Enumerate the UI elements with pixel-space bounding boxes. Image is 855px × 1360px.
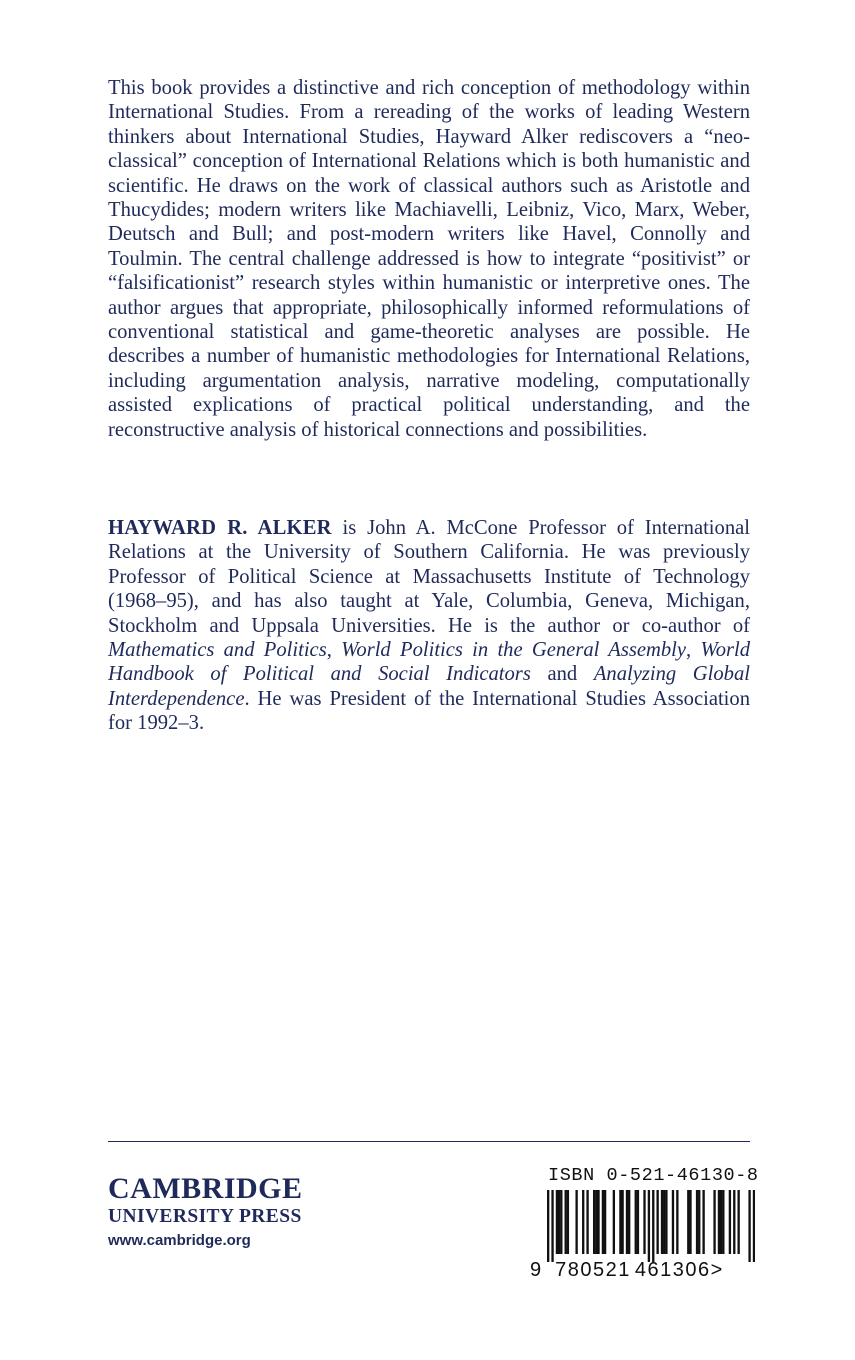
barcode-bar	[652, 1190, 654, 1262]
publisher-url: www.cambridge.org	[108, 1232, 251, 1249]
barcode-bar	[718, 1190, 720, 1254]
barcode-bar	[613, 1190, 615, 1254]
publisher-subtitle: UNIVERSITY PRESS	[108, 1206, 302, 1227]
barcode-bar	[593, 1190, 595, 1254]
book-title-world-handbook: World Handbook of Political and Social Indicators	[108, 639, 751, 686]
barcode-bar	[635, 1190, 637, 1254]
barcode-bar	[676, 1190, 678, 1254]
barcode-bar	[595, 1190, 597, 1254]
publisher-name: CAMBRIDGE	[108, 1172, 303, 1205]
barcode-left-digits: 780521	[555, 1259, 631, 1281]
barcode-bar	[737, 1190, 739, 1254]
barcode-bar	[575, 1190, 577, 1254]
barcode-bar	[602, 1190, 604, 1254]
barcode-bar	[619, 1190, 621, 1254]
bio-intro-text: is John A. McCone Professor of International Relations at the University of Southern California. He was previously Professor of Political Science at Massachusetts Institute of Technology (1968–95), and has also taught at Yale, Columbia, Geneva, Michigan, Stockholm and Uppsala Universities. He is the author or co-author of	[108, 517, 750, 637]
barcode-bar	[626, 1190, 628, 1254]
barcode-bar	[663, 1190, 665, 1254]
barcode-bar	[567, 1190, 569, 1254]
barcode-bar	[551, 1190, 553, 1262]
barcode-bar	[558, 1190, 560, 1254]
book-description-text: This book provides a distinctive and rich conception of methodology within International Studies. From a rereading of the works of leading Western thinkers about International Studies, Hayward Alker rediscovers a “neo-classical” conception of International Relations which is both humanistic and scientific. He draws on the work of classical authors such as Aristotle and Thucydides; modern writers like Machiavelli, Leibniz, Vico, Marx, Weber, Deutsch and Bull; and post-modern writers like Havel, Connolly and Toulmin. The central challenge addressed is how to integrate “positivist” or “falsificationist” research styles within humanistic or interpretive ones. The author argues that appropriate, philosophically informed reformulations of conventional statistical and game-theoretic analyses are possible. He describes a number of humanistic methodologies for International Relations, including argumentation analysis, narrative modeling, computationally assisted explications of practical political understanding, and the reconstructive analysis of historical connections and possibilities.	[108, 77, 750, 441]
author-name: HAYWARD R. ALKER	[108, 517, 332, 539]
barcode-bar	[689, 1190, 691, 1254]
barcode-bar	[729, 1190, 731, 1254]
isbn-label: ISBN 0-521-46130-8	[548, 1165, 759, 1186]
barcode-bars	[547, 1190, 755, 1262]
barcode-bar	[547, 1190, 549, 1262]
barcode-bar	[556, 1190, 558, 1254]
book-title-world-politics: World Politics in the General Assembly	[341, 639, 687, 662]
barcode-bar	[560, 1190, 562, 1254]
barcode-bar	[637, 1190, 639, 1254]
book-title-analyzing-global-interdependence: Analyzing Global Interdependence	[108, 663, 750, 710]
barcode-bar	[702, 1190, 704, 1254]
barcode-bar	[582, 1190, 584, 1254]
barcode-bar	[604, 1190, 606, 1254]
book-title-mathematics-and-politics: Mathematics and Politics	[108, 639, 327, 662]
barcode-bar	[621, 1190, 623, 1254]
barcode-bar	[713, 1190, 715, 1254]
bio-separator: ,	[326, 639, 342, 662]
barcode-bar	[696, 1190, 698, 1254]
barcode-bar	[648, 1190, 650, 1262]
book-description	[108, 76, 750, 442]
barcode-addon-mark: >	[710, 1259, 723, 1281]
bio-separator: and	[530, 663, 594, 686]
barcode-bar	[628, 1190, 630, 1254]
barcode-bar	[753, 1190, 755, 1262]
barcode-right-digits: 461306	[634, 1259, 711, 1281]
bio-outro-text: . He was President of the International Studies Association for 1992–3.	[108, 687, 750, 735]
author-biography	[108, 516, 750, 736]
barcode-bar	[586, 1190, 588, 1254]
barcode-bar	[597, 1190, 599, 1254]
barcode-digits	[530, 1258, 722, 1282]
barcode-bar	[687, 1190, 689, 1254]
barcode-bar	[722, 1190, 724, 1254]
barcode-bar	[661, 1190, 663, 1254]
barcode-bar	[720, 1190, 722, 1254]
barcode-bar	[643, 1190, 645, 1254]
barcode-bar	[565, 1190, 567, 1254]
barcode-bar	[733, 1190, 735, 1254]
barcode-bar	[672, 1190, 674, 1254]
barcode-bar	[698, 1190, 700, 1254]
barcode-lead-digit: 9	[530, 1259, 542, 1281]
bio-separator: ,	[686, 639, 701, 662]
publisher-logo	[108, 1172, 368, 1251]
barcode-bar	[656, 1190, 658, 1254]
footer-divider	[108, 1141, 750, 1142]
barcode-bar	[665, 1190, 667, 1254]
barcode-bar	[748, 1190, 750, 1262]
